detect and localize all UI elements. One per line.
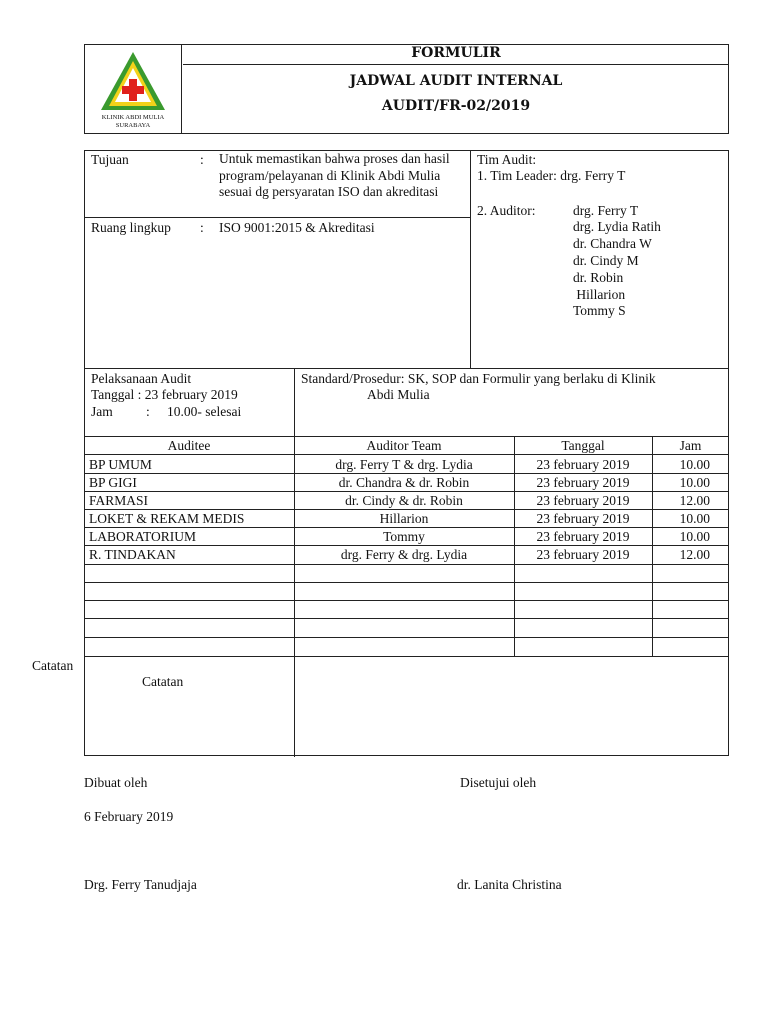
- tanggal-cell: 23 february 2019: [536, 475, 630, 490]
- signer-right-name: dr. Lanita Christina: [457, 877, 562, 892]
- jam-cell: 10.00: [679, 457, 710, 472]
- disetujui-oleh-label: Disetujui oleh: [460, 775, 537, 790]
- auditor-name: drg. Ferry T: [573, 203, 639, 218]
- auditee-cell: LABORATORIUM: [89, 529, 197, 544]
- auditee-cell: FARMASI: [89, 493, 149, 508]
- col-header-auditee: Auditee: [167, 438, 211, 453]
- auditor-name: dr. Robin: [573, 270, 624, 285]
- auditor-team-cell: drg. Ferry T & drg. Lydia: [335, 457, 473, 472]
- tanggal-cell: 23 february 2019: [536, 457, 630, 472]
- pelaksanaan-jam-label: Jam: [91, 404, 113, 419]
- jam-cell: 10.00: [679, 511, 710, 526]
- auditor-label: 2. Auditor:: [477, 203, 536, 218]
- auditor-name: dr. Chandra W: [573, 236, 652, 251]
- auditee-cell: BP GIGI: [89, 475, 137, 490]
- auditor-team-cell: Tommy: [383, 529, 425, 544]
- catatan-label: Catatan: [142, 674, 184, 689]
- tanggal-cell: 23 february 2019: [536, 511, 630, 526]
- form-subtitle: JADWAL AUDIT INTERNAL: [349, 73, 563, 89]
- pelaksanaan-jam-value: 10.00- selesai: [167, 404, 242, 419]
- auditee-cell: LOKET & REKAM MEDIS: [89, 511, 245, 526]
- auditor-team-cell: dr. Chandra & dr. Robin: [338, 475, 470, 490]
- catatan-field[interactable]: [295, 657, 728, 755]
- form-code: AUDIT/FR-02/2019: [381, 98, 531, 114]
- auditee-cell: BP UMUM: [89, 457, 152, 472]
- jam-cell: 12.00: [679, 493, 710, 508]
- tim-leader: 1. Tim Leader: drg. Ferry T: [477, 168, 626, 183]
- logo-caption-name: KLINIK ABDI MULIA: [101, 114, 165, 121]
- col-header-tanggal: Tanggal: [561, 438, 605, 453]
- ruang-lingkup-colon: :: [200, 220, 204, 235]
- tujuan-label: Tujuan: [91, 152, 129, 167]
- col-header-jam: Jam: [679, 438, 702, 453]
- catatan-outer-label: Catatan: [32, 658, 74, 673]
- col-header-auditor-team: Auditor Team: [366, 438, 442, 453]
- pelaksanaan-jam-colon: :: [146, 404, 150, 419]
- tim-audit-title: Tim Audit:: [477, 152, 537, 167]
- pelaksanaan-tanggal: Tanggal : 23 february 2019: [91, 387, 238, 402]
- clinic-logo: [99, 49, 167, 113]
- tanggal-cell: 23 february 2019: [536, 493, 630, 508]
- jam-cell: 10.00: [679, 475, 710, 490]
- dibuat-oleh-label: Dibuat oleh: [84, 775, 148, 790]
- auditor-team-cell: Hillarion: [379, 511, 429, 526]
- jam-cell: 12.00: [679, 547, 710, 562]
- standard-prosedur-cont: Abdi Mulia: [367, 387, 430, 402]
- ruang-lingkup-text: ISO 9001:2015 & Akreditasi: [219, 220, 375, 235]
- auditor-team-cell: drg. Ferry & drg. Lydia: [340, 547, 468, 562]
- auditor-name: Hillarion: [573, 287, 626, 302]
- tujuan-text: Untuk memastikan bahwa proses dan hasil program/pelayanan di Klinik Abdi Mulia sesuai dg persyaratan ISO dan akreditasi: [219, 151, 450, 199]
- pelaksanaan-title: Pelaksanaan Audit: [91, 371, 192, 386]
- auditor-name: Tommy S: [573, 303, 626, 318]
- tanggal-cell: 23 february 2019: [536, 547, 630, 562]
- ruang-lingkup-label: Ruang lingkup: [91, 220, 171, 235]
- auditee-cell: R. TINDAKAN: [89, 547, 176, 562]
- tanggal-cell: 23 february 2019: [536, 529, 630, 544]
- logo-caption-city: SURABAYA: [115, 122, 151, 129]
- signer-left-name: Drg. Ferry Tanudjaja: [84, 877, 197, 892]
- standard-prosedur: Standard/Prosedur: SK, SOP dan Formulir yang berlaku di Klinik: [301, 371, 656, 386]
- tujuan-colon: :: [200, 152, 204, 167]
- auditor-team-cell: dr. Cindy & dr. Robin: [345, 493, 463, 508]
- header-divider: [183, 64, 729, 65]
- auditor-name: dr. Cindy M: [573, 253, 639, 268]
- form-title: FORMULIR: [411, 45, 501, 61]
- jam-cell: 10.00: [679, 529, 710, 544]
- document-date: 6 February 2019: [84, 809, 174, 824]
- auditor-name: drg. Lydia Ratih: [573, 219, 661, 234]
